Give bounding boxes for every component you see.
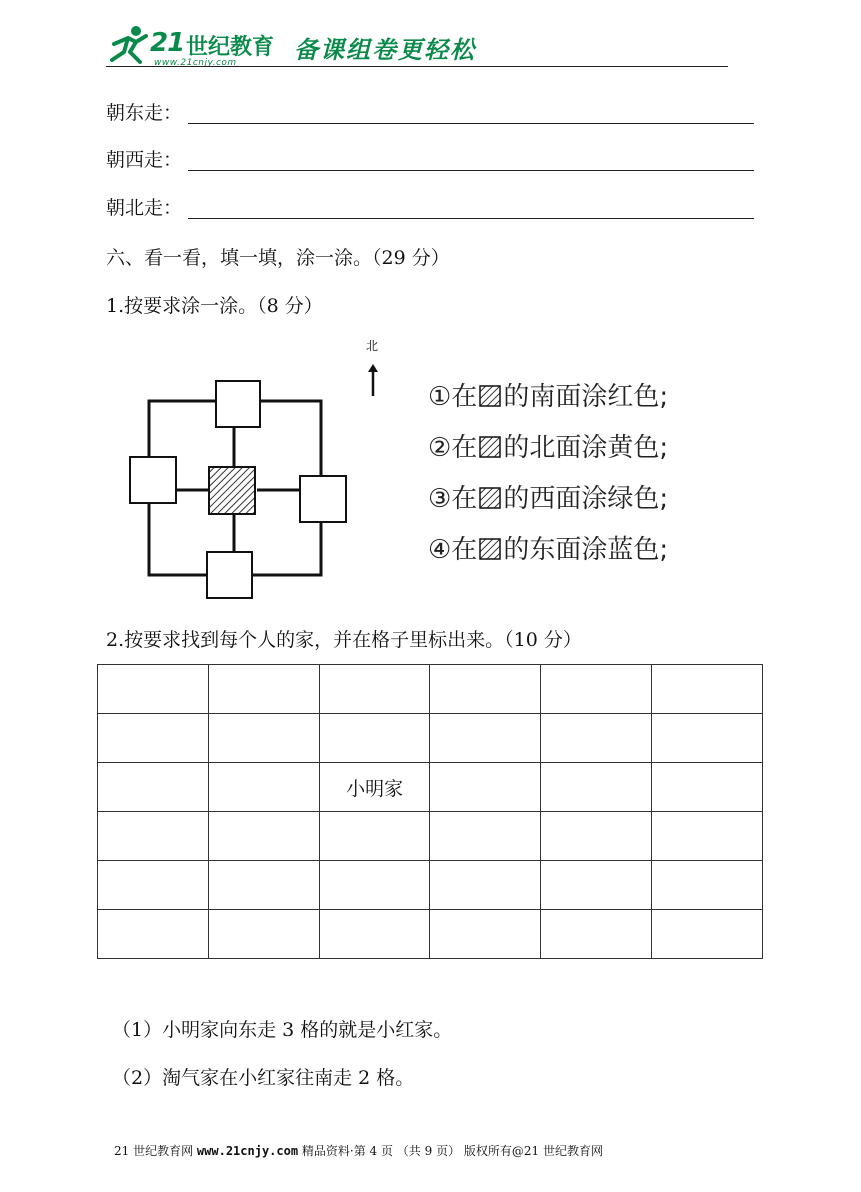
instruction-4 (428, 537, 668, 563)
instruction-2-prefix: ②在 (428, 433, 478, 463)
west-square[interactable] (130, 457, 176, 503)
instruction-2-suffix: 的北面涂黄色; (503, 433, 669, 463)
grid-row (98, 861, 763, 910)
north-label: 北 (366, 339, 379, 353)
center-hatched-square (209, 467, 255, 514)
grid-cell[interactable] (541, 665, 652, 714)
grid-cell[interactable] (208, 665, 319, 714)
grid-cell[interactable] (208, 910, 319, 959)
instruction-4-suffix: 的东面涂蓝色; (503, 535, 669, 565)
direction-east-label: 朝东走： (106, 102, 183, 124)
north-arrow-icon (366, 362, 380, 398)
hatched-square-icon (479, 385, 501, 407)
grid-cell[interactable] (541, 910, 652, 959)
direction-north-answer-line[interactable] (188, 218, 754, 219)
instruction-1-prefix: ①在 (428, 382, 478, 412)
grid-row (98, 714, 763, 763)
north-square[interactable] (216, 381, 260, 427)
instruction-2 (428, 435, 668, 461)
grid-cell[interactable] (319, 861, 430, 910)
instruction-1 (428, 384, 668, 410)
paint-diagram (120, 370, 360, 610)
grid-cell[interactable] (652, 665, 763, 714)
grid-cell[interactable] (319, 812, 430, 861)
direction-west-label: 朝西走： (106, 149, 183, 171)
instruction-1-suffix: 的南面涂红色; (503, 382, 669, 412)
grid-row (98, 910, 763, 959)
grid-cell[interactable] (541, 714, 652, 763)
grid-cell[interactable] (430, 812, 541, 861)
footer-page-info: 精品资料·第 4 页 （共 9 页） 版权所有@21 世纪教育网 (301, 1144, 603, 1158)
header-divider (106, 66, 728, 67)
logo-number: 21 (150, 28, 185, 58)
runner-icon (106, 22, 150, 66)
instruction-4-prefix: ④在 (428, 535, 478, 565)
grid-cell[interactable] (652, 910, 763, 959)
direction-east-answer-line[interactable] (188, 123, 754, 124)
grid-cell[interactable]: 小明家 (319, 763, 430, 812)
grid-cell[interactable] (319, 714, 430, 763)
footer-site-name: 21 世纪教育网 (114, 1144, 194, 1158)
grid-cell[interactable] (430, 910, 541, 959)
instruction-3-suffix: 的西面涂绿色; (503, 484, 669, 514)
east-square[interactable] (300, 476, 346, 522)
logo-name: 世纪教育 (186, 35, 275, 60)
grid-cell[interactable] (98, 812, 209, 861)
grid-row (98, 763, 763, 812)
direction-west-answer-line[interactable] (188, 170, 754, 171)
grid-cell[interactable] (652, 861, 763, 910)
hatched-square-icon (479, 538, 501, 560)
header-slogan: 备课组卷更轻松 (294, 36, 476, 64)
grid-cell[interactable] (98, 910, 209, 959)
clue-2: （2）淘气家在小红家往南走 2 格。 (112, 1067, 415, 1089)
footer-site-url[interactable]: www.21cnjy.com (196, 1144, 299, 1158)
grid-cell[interactable] (98, 861, 209, 910)
grid-cell[interactable] (541, 861, 652, 910)
grid-cell[interactable] (208, 861, 319, 910)
question-1-title: 1.按要求涂一涂。（8 分） (106, 295, 323, 317)
grid-cell[interactable] (98, 665, 209, 714)
grid-cell[interactable] (430, 861, 541, 910)
question-2-title: 2.按要求找到每个人的家，并在格子里标出来。（10 分） (106, 629, 582, 651)
grid-cell[interactable] (430, 665, 541, 714)
grid-cell[interactable] (652, 763, 763, 812)
header-logo (106, 22, 526, 66)
grid-cell[interactable] (541, 812, 652, 861)
home-grid (97, 664, 763, 959)
clue-1: （1）小明家向东走 3 格的就是小红家。 (112, 1019, 453, 1041)
grid-cell[interactable] (430, 763, 541, 812)
grid-cell[interactable] (208, 763, 319, 812)
page-footer (114, 1142, 603, 1159)
logo-url: www.21cnjy.com (154, 58, 237, 68)
instruction-3-prefix: ③在 (428, 484, 478, 514)
instruction-3 (428, 486, 668, 512)
hatched-square-icon (479, 487, 501, 509)
grid-cell[interactable] (208, 714, 319, 763)
grid-cell[interactable] (652, 812, 763, 861)
grid-cell[interactable] (541, 763, 652, 812)
section-6-title: 六、看一看，填一填，涂一涂。（29 分） (106, 247, 450, 269)
grid-cell[interactable] (319, 665, 430, 714)
grid-cell[interactable] (208, 812, 319, 861)
hatched-square-icon (479, 436, 501, 458)
grid-cell[interactable] (652, 714, 763, 763)
grid-cell[interactable] (430, 714, 541, 763)
grid-cell[interactable] (98, 714, 209, 763)
south-square[interactable] (207, 552, 252, 598)
grid-cell[interactable] (319, 910, 430, 959)
direction-north-label: 朝北走： (106, 197, 183, 219)
grid-cell[interactable] (98, 763, 209, 812)
grid-row (98, 812, 763, 861)
grid-row (98, 665, 763, 714)
